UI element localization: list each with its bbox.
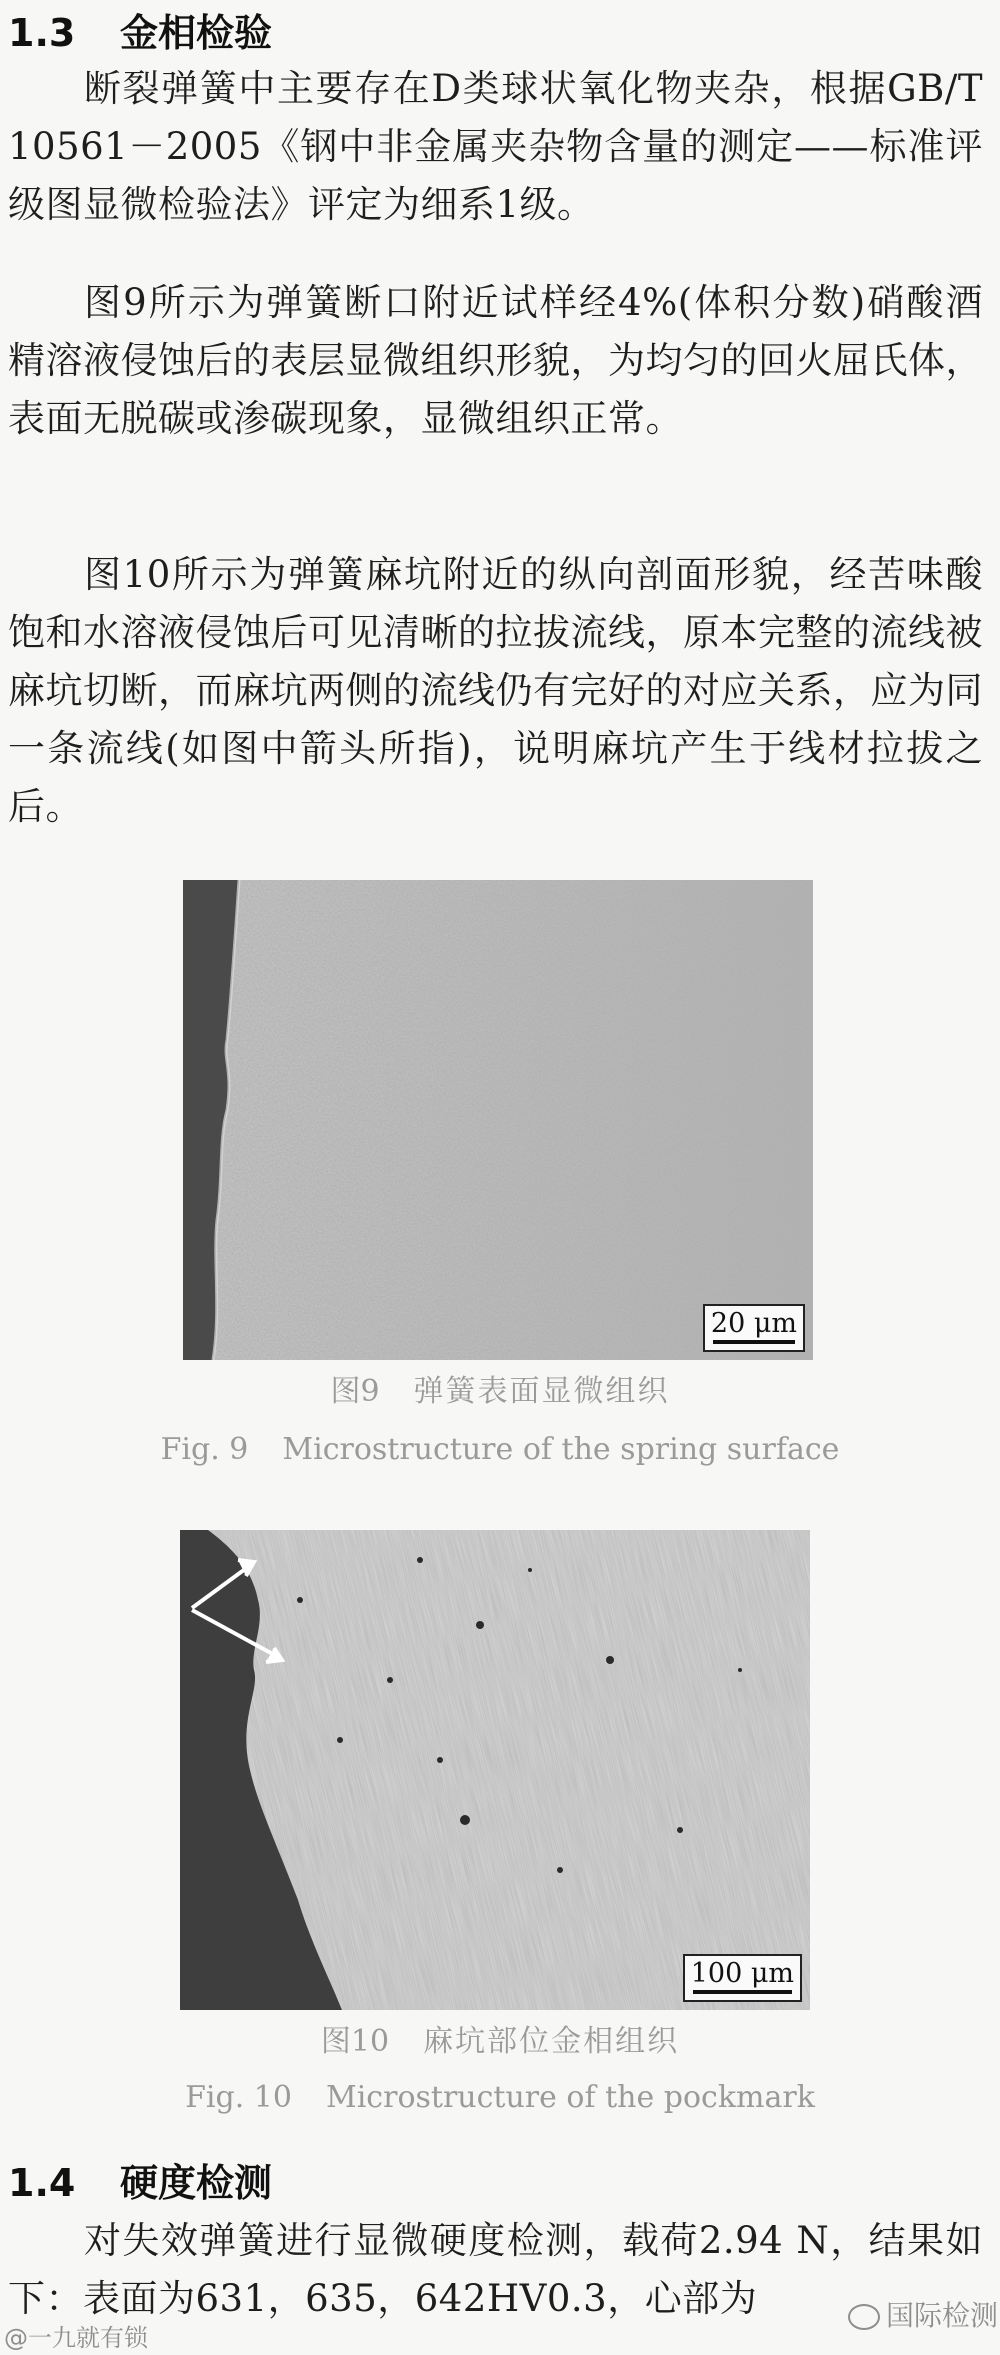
paragraph-pockmark-section: 图10所示为弹簧麻坑附近的纵向剖面形貌，经苦味酸饱和水溶液侵蚀后可见清晰的拉拔流线，原本完整的流线被麻坑切断，而麻坑两侧的流线仍有完好的对应关系，应为同一条流线(如图中箭头所指)，说明麻坑产生于线材拉拔之后。: [8, 553, 983, 828]
caption-text: 麻坑部位金相组织: [423, 2024, 680, 2059]
paragraph-hardness: 对失效弹簧进行显微硬度检测，载荷2.94 N，结果如下：表面为631，635，642HV0.3，心部为: [8, 2219, 983, 2320]
caption-number: Fig. 10: [185, 2080, 292, 2115]
scale-bar-label: 20 μm: [710, 1308, 797, 1339]
figure-9-micrograph: [183, 880, 813, 1360]
caption-text: 弹簧表面显微组织: [413, 1374, 670, 1409]
caption-number: 图9: [330, 1374, 380, 1409]
watermark-right: [848, 2294, 998, 2334]
scale-bar-label: 100 μm: [690, 1958, 794, 1989]
section-number: 1.4: [8, 2161, 76, 2205]
figure-10-caption-en: [0, 2078, 1000, 2118]
section-heading-1-4: [8, 2158, 272, 2208]
scale-bar-20um: [703, 1304, 805, 1352]
figure-10-micrograph: [180, 1530, 810, 2010]
section-title: 硬度检测: [120, 2161, 273, 2205]
section-title: 金相检验: [120, 11, 273, 55]
section-heading-1-3: [8, 8, 272, 58]
figure-10-caption-cn: [0, 2022, 1000, 2062]
figure-9-caption-en: [0, 1430, 1000, 1470]
caption-text: Microstructure of the spring surface: [282, 1432, 840, 1467]
caption-text: Microstructure of the pockmark: [325, 2080, 815, 2115]
watermark-left: @一九就有锁: [4, 2324, 148, 2352]
caption-number: Fig. 9: [160, 1432, 249, 1467]
paragraph-surface-microstructure: 图9所示为弹簧断口附近试样经4%(体积分数)硝酸酒精溶液侵蚀后的表层显微组织形貌，为均匀的回火屈氏体，表面无脱碳或渗碳现象，显微组织正常。: [8, 281, 983, 440]
watermark-right-text: 国际检测: [886, 2299, 999, 2332]
caption-number: 图10: [320, 2024, 390, 2059]
micrograph-pockmark-image: [180, 1530, 810, 2010]
paragraph-inclusions: 断裂弹簧中主要存在D类球状氧化物夹杂，根据GB/T 10561－2005《钢中非金属夹杂物含量的测定——标准评级图显微检验法》评定为细系1级。: [8, 67, 983, 226]
figure-9-caption-cn: [0, 1372, 1000, 1412]
section-number: 1.3: [8, 11, 76, 55]
micrograph-surface-image: [183, 880, 813, 1360]
scale-bar-100um: [683, 1954, 802, 2002]
wechat-icon: [848, 2304, 880, 2330]
